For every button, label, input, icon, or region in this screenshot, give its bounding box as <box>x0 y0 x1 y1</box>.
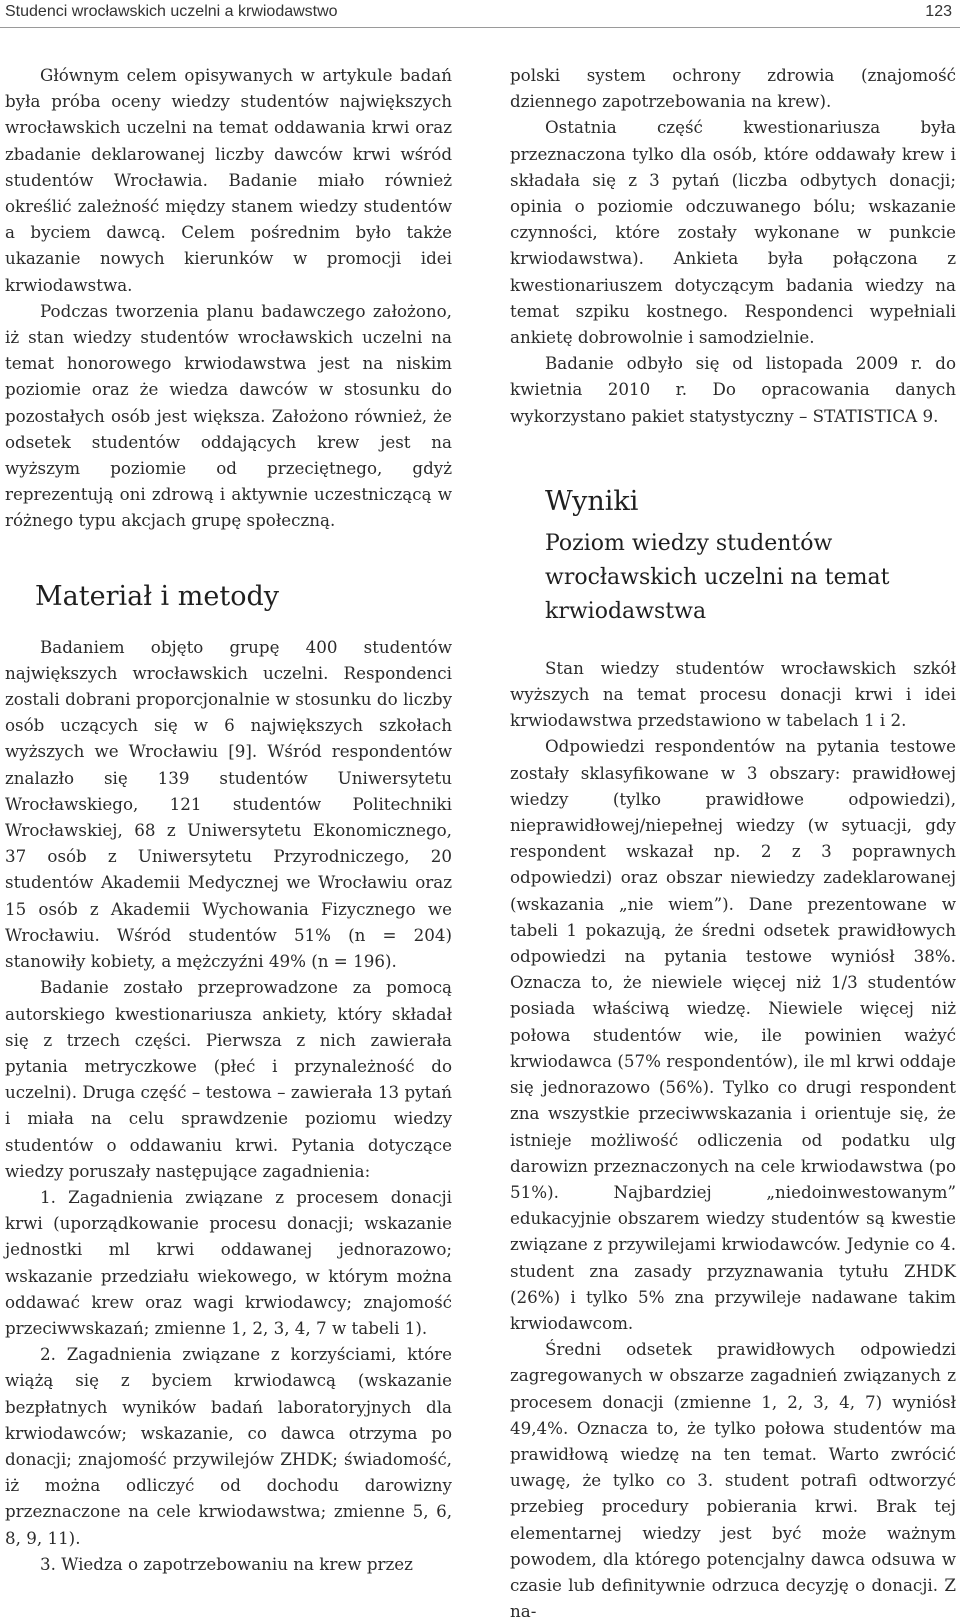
left-list-item-2: 2. Zagadnienia związane z korzyściami, które wiążą się z byciem krwiodawcą (wskazanie bezpłatnych wyników badań laboratoryjnych dla krwiodawców; wskazanie, co dawca otrzyma po donacji; znajomość przywilejów ZHDK; świadomość, iż można odliczyć od dochodu darowizny przeznaczone na cele krwiodawstwa; zmienne 5, 6, 8, 9, 11). <box>5 1344 452 1548</box>
right-paragraph-4: Stan wiedzy studentów wrocławskich szkół wyższych na temat procesu donacji krwi i idei krwiodawstwa przedstawiono w tabelach 1 i 2. <box>510 657 956 731</box>
right-column <box>510 62 956 1624</box>
left-paragraph-1: Głównym celem opisywanych w artykule badań była próba oceny wiedzy studentów największych wrocławskich uczelni na temat oddawania krwi oraz zbadanie deklarowanej liczby dawców krwi wśród studentów Wrocławia. Badanie miało również określić zależność między stanem wiedzy studentów a byciem dawcą. Celem pośrednim było także ukazanie nowych kierunków w promocji idei krwiodawstwa. <box>5 65 452 295</box>
left-list-item-1: 1. Zagadnienia związane z procesem donacji krwi (uporządkowanie procesu donacji; wskazanie jednostki ml krwi oddawanej jednorazowo; wskazanie przedziału wiekowego, w którym można oddawać krew oraz wagi krwiodawcy; znajomość przeciwwskazań; zmienne 1, 2, 3, 4, 7 w tabeli 1). <box>5 1186 452 1338</box>
page-number: 123 <box>925 3 952 20</box>
left-paragraph-2: Podczas tworzenia planu badawczego założono, iż stan wiedzy studentów wrocławskich uczelni na temat honorowego krwiodawstwa jest na niskim poziomie oraz że wiedza dawców w stosunku do pozostałych osób jest większa. Założono również, że odsetek studentów oddających krew jest na wyższym poziomie od przeciętnego, gdyż reprezentują oni zdrową i aktywnie uczestniczącą w różnego typu akcjach grupę społeczną. <box>5 300 452 531</box>
section-heading-results: Wyniki <box>545 485 639 517</box>
right-paragraph-5: Odpowiedzi respondentów na pytania testowe zostały sklasyfikowane w 3 obszary: prawidłowej wiedzy (tylko prawidłowe odpowiedzi), nieprawidłowej/niepełnej wiedzy (w sytuacji, gdy respondent wskazał np. 2 z 3 poprawnych odpowiedzi) oraz obszar niewiedzy zadeklarowanej (wskazania „nie wiem”). Dane prezentowane w tabeli 1 pokazują, że średni odsetek prawidłowych odpowiedzi na pytania testowe wyniósł 38%. Oznacza to, że niewiele więcej niż 1/3 studentów posiada właściwą wiedzę. Niewiele więcej niż połowa studentów wie, ile powinien ważyć krwiodawca (57% respondentów), ile ml krwi oddaje się jednorazowo (56%). Tylko co drugi respondent zna wszystkie przeciwwskazania i orientuje się, że istnieje możliwość odliczenia od podatku ulg darowizn przeznaczonych na cele krwiodawstwa (po 51%). Najbardziej „niedoinwestowanym” edukacyjnie obszarem wiedzy studentów są kwestie związane z przywilejami krwiodawców. Jedynie co 4. student zna zasady przyznawania tytułu ZHDK (26%) i tylko 5% zna przywileje nadawane takim krwiodawcom. <box>510 736 956 1333</box>
running-title: Studenci wrocławskich uczelni a krwiodawstwo <box>5 3 338 20</box>
subsection-heading-knowledge: Poziom wiedzy studentów wrocławskich uczelni na temat krwiodawstwa <box>545 530 890 624</box>
right-paragraph-6: Średni odsetek prawidłowych odpowiedzi zagregowanych w obszarze zagadnień związanych z procesem donacji (zmienne 1, 2, 3, 4, 7) wyniósł 49,4%. Oznacza to, że tylko połowa studentów ma prawidłową wiedzę na ten temat. Warto zwrócić uwagę, że tylko co 3. student potrafi odtworzyć przebieg procedury pobierania krwi. Brak tej elementarnej wiedzy jest być może ważnym powodem, dla którego potencjalny dawca odsuwa w czasie lub definitywnie odrzuca decyzję o donacji. Z na- <box>510 1339 956 1622</box>
left-column <box>5 62 452 1577</box>
right-paragraph-1: polski system ochrony zdrowia (znajomość dziennego zapotrzebowania na krew). <box>510 65 956 112</box>
right-paragraph-3: Badanie odbyło się od listopada 2009 r. do kwietnia 2010 r. Do opracowania danych wykorzystano pakiet statystyczny – STATISTICA 9. <box>510 353 956 426</box>
left-list-item-3: 3. Wiedza o zapotrzebowaniu na krew przez <box>40 1553 413 1574</box>
right-paragraph-2: Ostatnia część kwestionariusza była przeznaczona tylko dla osób, które oddawały krew i składała się z 3 pytań (liczba odbytych donacji; opinia o poziomie odczuwanego bólu; wskazanie czynności, które zostały wykonane w punkcie krwiodawstwa). Ankieta była połączona z kwestionariuszem dotyczącym badania wiedzy na temat szpiku kostnego. Respondenci wypełniali ankietę dobrowolnie i samodzielnie. <box>510 117 956 348</box>
running-header <box>0 0 960 28</box>
left-paragraph-3: Badaniem objęto grupę 400 studentów największych wrocławskich uczelni. Respondenci zostali dobrani proporcjonalnie w stosunku do liczby osób uczących się w 6 największych szkołach wyższych we Wrocławiu [9]. Wśród respondentów znalazło się 139 studentów Uniwersytetu Wrocławskiego, 121 studentów Politechniki Wrocławskiej, 68 z Uniwersytetu Ekonomicznego, 37 osób z Uniwersytetu Przyrodniczego, 20 studentów Akademii Medycznej we Wrocławiu oraz 15 osób z Akademii Wychowania Fizycznego we Wrocławiu. Wśród studentów 51% (n = 204) stanowiły kobiety, a mężczyźni 49% (n = 196). <box>5 636 452 972</box>
section-heading-methods: Materiał i metody <box>35 580 279 612</box>
left-paragraph-4: Badanie zostało przeprowadzone za pomocą autorskiego kwestionariusza ankiety, który składał się z trzech części. Pierwsza z nich zawierała pytania metryczkowe (płeć i przynależność do uczelni). Druga część – testowa – zawierała 13 pytań i miała na celu sprawdzenie poziomu wiedzy studentów o oddawaniu krwi. Pytania dotyczące wiedzy poruszały następujące zagadnienia: <box>5 977 452 1181</box>
